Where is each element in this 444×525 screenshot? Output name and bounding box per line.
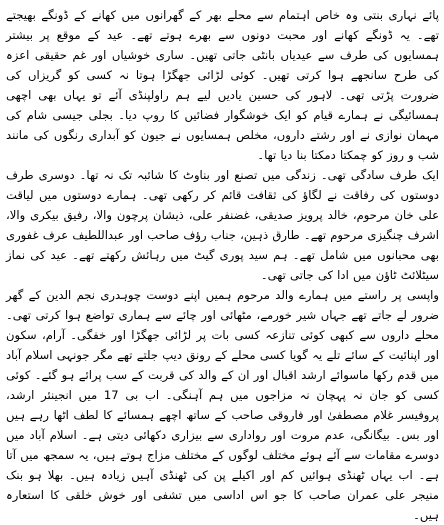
paragraph-2: ایک طرف سادگی تھی۔ زندگی میں تصنع اور بناوٹ کا شائبہ تک نہ تھا۔ دوسری طرف دوستوں کی رفاقت نے لگاؤ کی ثقافت قائم کر رکھی تھی۔ ہمارے دوستوں میں لیاقت علی خان مرحوم، خالد پرویز صدیقی، غضنفر علی، ذیشان پرچون والا، رفیق بیکری والا، اشرف چنگیزی مرحوم تھے۔ طارق ذہین، جناب رؤف صاحب اور عبداللطیف عرف غفوری بھی محبانوں میں شامل تھے۔ ہم سید پوری گیٹ میں رہائش رکھتے تھے۔ عید کی نماز سیٹلائٹ ٹاؤن میں ادا کی جاتی تھی۔ bbox=[6, 168, 439, 282]
paragraph-3: واپسی پر راستے میں ہمارے والد مرحوم ہمیں اپنے دوست چوہدری نجم الدین کے گھر ضرور لے جاتے تھے جہاں شیر خورمے، مٹھائی اور چائے سے ہماری تواضع ہوا کرتی تھی۔ محلے داروں سے کبھی کوئی تنازعہ کسی بات پر لڑائی جھگڑا اور خفگی۔ آرام، سکون اور اپنائیت کے سائے تلے یہ گویا کسی محلے کے رونق دیپ جلتے تھے مگر جونہی اسلام آباد میں قدم رکھا ماسوائے ارشد اقبال اور ان کے والد کی قربت کے سب پرائے ہو گئے۔ کوئی کسی کو جان نہ پہچان نہ مزاجوں میں ہم آہنگی۔ اب بی 17 میں انجینئر ارشد، پروفیسر غلام مصطفیٰ اور فاروقی صاحب کے ساتھ اچھے ہمسائے کا لطف اٹھا رہے ہیں اور بس۔ بیگانگی، عدم مروت اور رواداری سے بیزاری دکھائی دیتی ہے۔ اسلام آباد میں دوسرے مقامات سے آئے ہوئے مختلف لوگوں کے مختلف مزاج ہوتے ہیں، یہ سمجھ میں آتا ہے۔ اب یہاں ٹھنڈی ہوائیں کم اور اکیلے پن کی ٹھنڈی آہیں زیادہ ہیں۔ بھلا ہو بنک منیجر علی عمران صاحب کا جو اس اداسی میں تشفی اور خوش خلقی کا استعارہ ہیں۔ bbox=[6, 288, 439, 522]
paragraph-1: پائے نہاری بنتی وہ خاص اہتمام سے محلے بھر کے گھرانوں میں کھانے کے ڈونگے بھیجتے تھے۔ یہ ڈونگے کھانے اور محبت دونوں سے بھرے ہوتے تھے۔ عید کے موقع پر بیشتر ہمسایوں کی طرف سے عیدیاں بانٹی جاتی تھیں۔ ساری خوشیاں اور غم حقیقی اعزہ کی طرح سانجھے ہوا کرتی تھیں۔ کوئی لڑائی جھگڑا ہوتا نہ کسی کو گریزاں کی ضرورت پڑتی تھی۔ لاہور کی حسین یادیں لیے ہم راولپنڈی آئے تو یہاں بھی اچھی ہمسائیگی نے ہمارے قیام کو ایک خوشگوار فضائیں کا روپ دیا۔ بجلی جیسی شام کی مہمان نوازی نے اور رشتے داروں، مخلص ہمسایوں نے جیون کو آبداری رنگوں کی مانند شب و روز کو چمکتا دمکتا بنا دیا تھا۔ bbox=[6, 8, 439, 162]
